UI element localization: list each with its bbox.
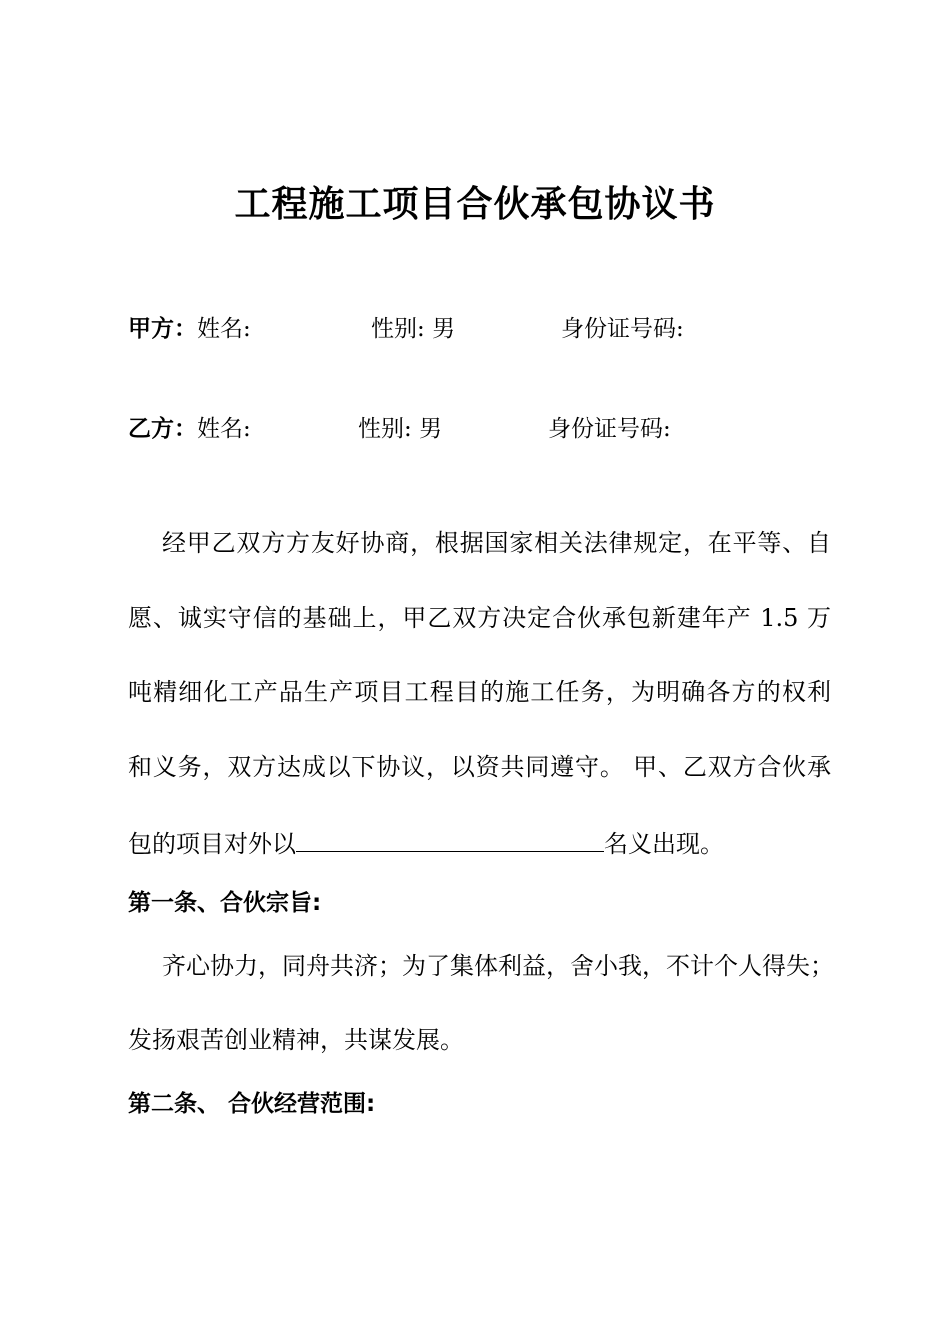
party-a-gender bbox=[371, 313, 455, 345]
party-a-name-label: 姓名: bbox=[197, 316, 251, 342]
party-a-id-label: 身份证号码: bbox=[561, 316, 684, 342]
intro-last-suffix: 名义出现。 bbox=[604, 830, 724, 858]
intro-last-prefix: 包的项目对外以 bbox=[128, 830, 296, 858]
name-blank-underline bbox=[296, 825, 604, 852]
party-b-label: 乙方： bbox=[128, 416, 197, 442]
intro-line: 经甲乙双方方友好协商，根据国家相关法律规定，在平等、自 bbox=[162, 529, 831, 557]
document-title: 工程施工项目合伙承包协议书 bbox=[234, 184, 716, 225]
party-b-gender-label: 性别: bbox=[358, 416, 412, 442]
article-1-heading: 第一条、合伙宗旨: bbox=[128, 890, 322, 916]
party-b-line bbox=[128, 413, 828, 445]
party-b-id-label: 身份证号码: bbox=[548, 416, 671, 442]
party-a-gender-label: 性别: bbox=[371, 316, 425, 342]
party-a-label: 甲方： bbox=[128, 316, 197, 342]
intro-line: 吨精细化工产品生产项目工程目的施工任务，为明确各方的权利 bbox=[128, 678, 831, 706]
party-b-gender-value: 男 bbox=[419, 416, 443, 442]
article-1-line: 齐心协力，同舟共济；为了集体利益，舍小我，不计个人得失； bbox=[162, 952, 834, 980]
article-2-heading: 第二条、 合伙经营范围: bbox=[128, 1091, 376, 1117]
intro-line-last bbox=[128, 825, 831, 860]
intro-line: 愿、诚实守信的基础上，甲乙双方决定合伙承包新建年产 1.5 万 bbox=[128, 604, 831, 632]
party-a-line bbox=[128, 313, 828, 345]
intro-line: 和义务，双方达成以下协议，以资共同遵守。 甲、乙双方合伙承 bbox=[128, 753, 831, 781]
article-1-line: 发扬艰苦创业精神，共谋发展。 bbox=[128, 1026, 464, 1054]
party-b-gender bbox=[358, 413, 442, 445]
party-a-gender-value: 男 bbox=[432, 316, 456, 342]
party-b-name-label: 姓名: bbox=[197, 416, 251, 442]
